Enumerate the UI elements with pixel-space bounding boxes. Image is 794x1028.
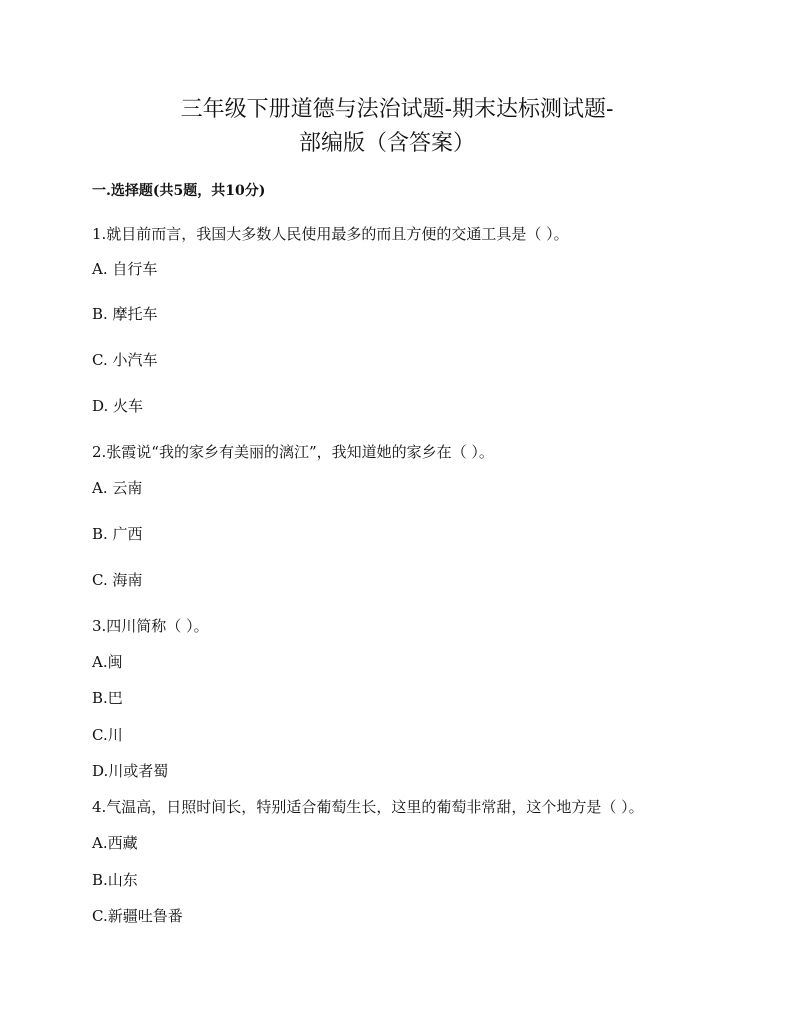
question-2-option-b: B. 广西 [92, 525, 143, 543]
question-1-option-a: A. 自行车 [92, 260, 158, 278]
question-3-stem: 3.四川简称（ ）。 [92, 617, 209, 635]
question-4-stem: 4.气温高，日照时间长，特别适合葡萄生长，这里的葡萄非常甜，这个地方是（ ）。 [92, 798, 644, 816]
question-2-option-a: A. 云南 [92, 479, 143, 497]
section-heading: 一.选择题(共5题，共10分) [92, 183, 266, 199]
document-title-line-1: 三年级下册道德与法治试题-期末达标测试题- [180, 97, 614, 122]
question-1-stem: 1.就目前而言，我国大多数人民使用最多的而且方便的交通工具是（ ）。 [92, 225, 569, 243]
question-4-option-c: C.新疆吐鲁番 [92, 907, 183, 925]
question-3-option-a: A.闽 [92, 653, 123, 671]
question-4-option-b: B.山东 [92, 871, 138, 889]
question-2-stem: 2.张霞说“我的家乡有美丽的漓江”，我知道她的家乡在（ ）。 [92, 443, 494, 461]
question-3-option-d: D.川或者蜀 [92, 762, 169, 780]
question-1-option-d: D. 火车 [92, 397, 144, 415]
document-title-line-2: 部编版（含答案） [298, 131, 475, 156]
question-1-option-b: B. 摩托车 [92, 305, 158, 323]
question-1-option-c: C. 小汽车 [92, 351, 158, 369]
question-4-option-a: A.西藏 [92, 834, 138, 852]
question-2-option-c: C. 海南 [92, 571, 143, 589]
question-3-option-c: C.川 [92, 726, 123, 744]
question-3-option-b: B.巴 [92, 689, 123, 707]
